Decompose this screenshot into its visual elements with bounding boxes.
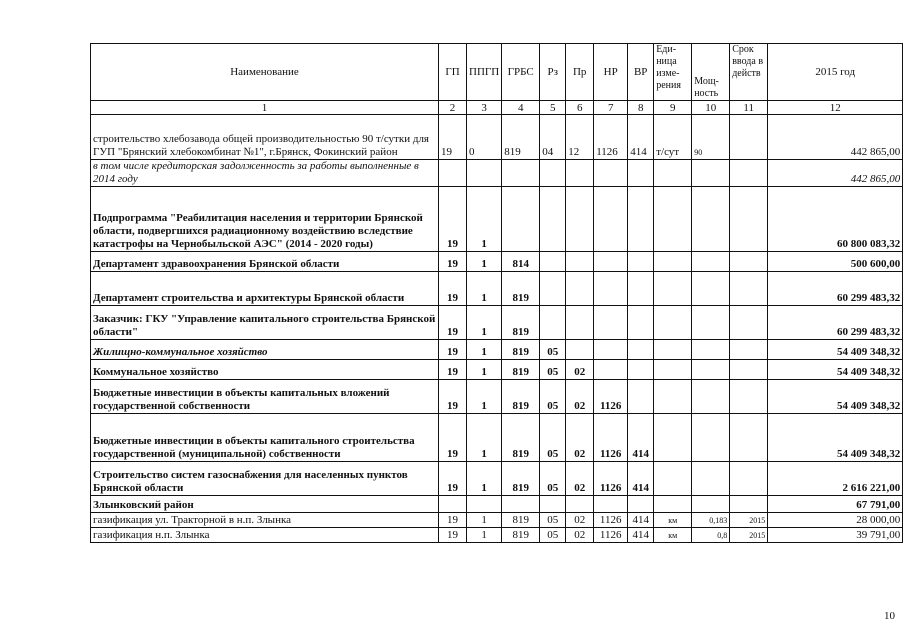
cell-nr [594,187,628,252]
colnum-5: 5 [540,101,566,115]
cell-name: в том числе кредиторская задолженность за работы выполненные в 2014 году [91,160,439,187]
cell-gp: 19 [439,528,467,543]
colnum-1: 1 [91,101,439,115]
cell-nr [594,306,628,340]
cell-name: Департамент строительства и архитектуры Брянской области [91,272,439,306]
cell-ppg: 1 [467,187,502,252]
cell-power [692,462,730,496]
cell-nr [594,272,628,306]
cell-vr [628,496,654,513]
cell-term [730,272,768,306]
cell-ppg: 1 [467,306,502,340]
cell-name: строительство хлебозавода общей производительностью 90 т/сутки для ГУП "Брянский хлебокомбинат №1", г.Брянск, Фокинский район [91,115,439,160]
cell-name: Департамент здравоохранения Брянской области [91,252,439,272]
cell-name: Коммунальное хозяйство [91,360,439,380]
cell-rz [540,252,566,272]
cell-gp: 19 [439,272,467,306]
cell-pr: 12 [566,115,594,160]
cell-term [730,187,768,252]
header-vr: ВР [628,44,654,101]
cell-unit: т/сут [654,115,692,160]
header-name: Наименование [91,44,439,101]
cell-amount: 28 000,00 [768,513,903,528]
cell-grbs: 819 [502,462,540,496]
cell-name: Жилищно-коммунальное хозяйство [91,340,439,360]
table-row [91,414,903,462]
cell-term [730,414,768,462]
table-row [91,160,903,187]
cell-gp: 19 [439,380,467,414]
cell-term: 2015 [730,528,768,543]
cell-power [692,187,730,252]
header-row [91,44,903,101]
cell-gp: 19 [439,340,467,360]
cell-amount: 60 299 483,32 [768,306,903,340]
cell-ppg: 1 [467,252,502,272]
cell-gp [439,160,467,187]
cell-amount: 54 409 348,32 [768,340,903,360]
cell-unit [654,414,692,462]
table-row [91,252,903,272]
colnum-3: 3 [467,101,502,115]
cell-rz: 05 [540,414,566,462]
colnum-9: 9 [654,101,692,115]
cell-unit [654,340,692,360]
cell-amount: 54 409 348,32 [768,360,903,380]
header-power: Мощ-ность [692,44,730,101]
cell-grbs [502,496,540,513]
cell-power [692,160,730,187]
cell-rz [540,496,566,513]
cell-vr [628,360,654,380]
cell-grbs: 819 [502,513,540,528]
cell-vr: 414 [628,513,654,528]
cell-pr: 02 [566,380,594,414]
cell-unit [654,160,692,187]
cell-nr [594,160,628,187]
cell-grbs: 819 [502,306,540,340]
cell-unit: км [654,513,692,528]
cell-power [692,360,730,380]
cell-pr [566,252,594,272]
cell-vr: 414 [628,462,654,496]
colnum-12: 12 [768,101,903,115]
cell-rz [540,272,566,306]
header-grbs: ГРБС [502,44,540,101]
cell-gp: 19 [439,187,467,252]
table-row [91,462,903,496]
table-row [91,272,903,306]
cell-grbs [502,187,540,252]
table-row [91,115,903,160]
cell-grbs: 819 [502,528,540,543]
cell-gp: 19 [439,513,467,528]
table-row [91,513,903,528]
cell-gp: 19 [439,462,467,496]
cell-pr: 02 [566,462,594,496]
cell-vr [628,272,654,306]
table-row [91,496,903,513]
cell-amount: 39 791,00 [768,528,903,543]
cell-gp: 19 [439,306,467,340]
cell-gp [439,496,467,513]
cell-grbs: 819 [502,414,540,462]
table-row [91,187,903,252]
cell-rz: 05 [540,462,566,496]
cell-term [730,115,768,160]
cell-term [730,160,768,187]
cell-unit [654,306,692,340]
cell-vr: 414 [628,115,654,160]
cell-amount: 442 865,00 [768,160,903,187]
cell-name: Бюджетные инвестиции в объекты капитального строительства государственной (муниципальной) собственности [91,414,439,462]
cell-nr [594,340,628,360]
cell-unit [654,380,692,414]
cell-power [692,380,730,414]
cell-unit [654,252,692,272]
cell-pr: 02 [566,528,594,543]
header-gp: ГП [439,44,467,101]
table-row [91,380,903,414]
cell-ppg: 1 [467,360,502,380]
cell-nr: 1126 [594,414,628,462]
cell-rz [540,306,566,340]
cell-grbs: 819 [502,340,540,360]
cell-term [730,380,768,414]
cell-rz [540,187,566,252]
table-row [91,360,903,380]
cell-power: 0,183 [692,513,730,528]
cell-amount: 67 791,00 [768,496,903,513]
cell-pr [566,340,594,360]
cell-amount: 442 865,00 [768,115,903,160]
cell-amount: 60 299 483,32 [768,272,903,306]
cell-unit [654,272,692,306]
cell-vr [628,187,654,252]
cell-term [730,462,768,496]
cell-grbs: 814 [502,252,540,272]
colnum-7: 7 [594,101,628,115]
cell-name: Заказчик: ГКУ "Управление капитального строительства Брянской области" [91,306,439,340]
cell-power [692,306,730,340]
cell-name: Подпрограмма "Реабилитация населения и территории Брянской области, подвергшихся радиационному воздействию вследствие катастрофы на Чернобыльской АЭС" (2014 - 2020 годы) [91,187,439,252]
cell-ppg: 1 [467,513,502,528]
cell-rz: 05 [540,340,566,360]
cell-nr: 1126 [594,115,628,160]
budget-table [90,43,903,543]
header-pr: Пр [566,44,594,101]
header-rz: Рз [540,44,566,101]
cell-term [730,306,768,340]
cell-gp: 19 [439,252,467,272]
cell-ppg: 1 [467,380,502,414]
colnum-6: 6 [566,101,594,115]
colnum-10: 10 [692,101,730,115]
cell-unit [654,462,692,496]
cell-amount: 2 616 221,00 [768,462,903,496]
header-year: 2015 год [768,44,903,101]
cell-term: 2015 [730,513,768,528]
header-nr: НР [594,44,628,101]
cell-grbs: 819 [502,380,540,414]
cell-term [730,496,768,513]
cell-vr [628,306,654,340]
cell-term [730,360,768,380]
cell-nr [594,360,628,380]
cell-name: газификация н.п. Злынка [91,528,439,543]
cell-nr: 1126 [594,462,628,496]
cell-unit [654,360,692,380]
cell-ppg [467,496,502,513]
cell-power [692,252,730,272]
cell-vr [628,380,654,414]
cell-vr [628,160,654,187]
cell-power: 90 [692,115,730,160]
cell-ppg: 1 [467,272,502,306]
cell-name: Злынковский район [91,496,439,513]
cell-vr [628,252,654,272]
cell-pr [566,160,594,187]
cell-grbs: 819 [502,115,540,160]
cell-nr: 1126 [594,528,628,543]
cell-unit [654,496,692,513]
cell-name: Бюджетные инвестиции в объекты капитальных вложений государственной собственности [91,380,439,414]
header-unit: Еди-ница изме-рения [654,44,692,101]
colnum-8: 8 [628,101,654,115]
cell-ppg: 1 [467,414,502,462]
header-term: Срок ввода в действ [730,44,768,101]
cell-vr: 414 [628,528,654,543]
colnum-4: 4 [502,101,540,115]
cell-power [692,414,730,462]
colnum-2: 2 [439,101,467,115]
cell-ppg: 1 [467,340,502,360]
cell-pr: 02 [566,414,594,462]
table-row [91,340,903,360]
cell-ppg: 0 [467,115,502,160]
cell-gp: 19 [439,115,467,160]
cell-unit [654,187,692,252]
cell-nr: 1126 [594,513,628,528]
cell-amount: 54 409 348,32 [768,414,903,462]
cell-pr [566,272,594,306]
cell-ppg [467,160,502,187]
table-row [91,528,903,543]
cell-vr: 414 [628,414,654,462]
cell-rz: 05 [540,528,566,543]
column-numbers-row [91,101,903,115]
cell-vr [628,340,654,360]
cell-rz: 05 [540,513,566,528]
cell-unit: км [654,528,692,543]
cell-ppg: 1 [467,528,502,543]
cell-amount: 54 409 348,32 [768,380,903,414]
cell-rz: 05 [540,360,566,380]
cell-power [692,272,730,306]
cell-nr [594,496,628,513]
cell-gp: 19 [439,414,467,462]
cell-term [730,252,768,272]
cell-grbs: 819 [502,360,540,380]
cell-gp: 19 [439,360,467,380]
cell-power: 0,8 [692,528,730,543]
table-row [91,306,903,340]
cell-rz: 05 [540,380,566,414]
cell-rz: 04 [540,115,566,160]
cell-grbs [502,160,540,187]
header-ppg: ППГП [467,44,502,101]
cell-nr [594,252,628,272]
cell-name: газификация ул. Тракторной в н.п. Злынка [91,513,439,528]
cell-pr: 02 [566,513,594,528]
cell-name: Строительство систем газоснабжения для населенных пунктов Брянской области [91,462,439,496]
cell-nr: 1126 [594,380,628,414]
cell-amount: 500 600,00 [768,252,903,272]
cell-pr [566,187,594,252]
colnum-11: 11 [730,101,768,115]
cell-rz [540,160,566,187]
cell-power [692,496,730,513]
cell-grbs: 819 [502,272,540,306]
cell-term [730,340,768,360]
cell-amount: 60 800 083,32 [768,187,903,252]
cell-pr [566,306,594,340]
cell-pr [566,496,594,513]
cell-pr: 02 [566,360,594,380]
page-number: 10 [884,610,895,622]
cell-ppg: 1 [467,462,502,496]
cell-power [692,340,730,360]
